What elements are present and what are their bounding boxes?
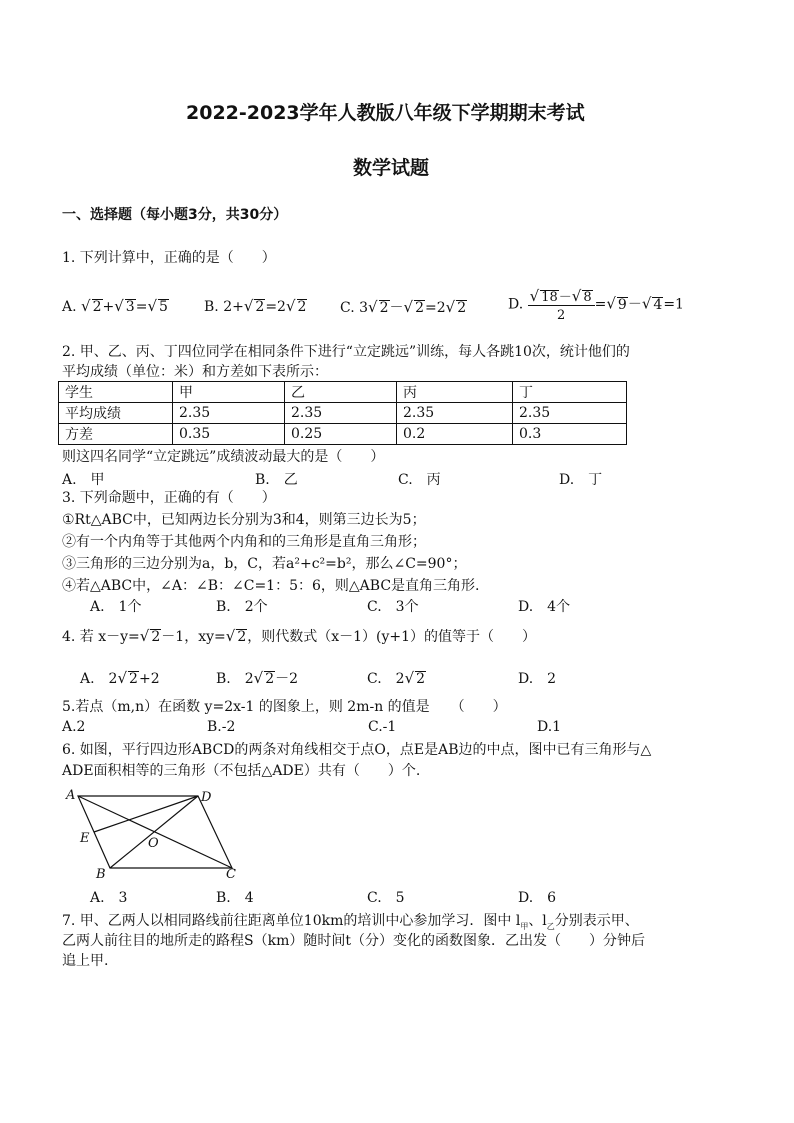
q7-line1-b: 、l — [528, 913, 547, 929]
q6-option-d: D. 6 — [518, 890, 557, 906]
table-cell: 平均成绩 — [59, 403, 173, 424]
q2-option-a: A. 甲 — [62, 472, 105, 488]
question-5-stem: 5.若点（m,n）在函数 y=2x-1 的图象上，则 2m-n 的值是 （ ） — [62, 699, 507, 715]
section-heading: 一、选择题（每小题3分，共30分） — [62, 207, 288, 223]
q1-option-d: D. $\frac{√ 18-√ 8}{2}$ =√ 9－√ 4=1 — [508, 287, 684, 323]
question-2-stem-line1: 2. 甲、乙、丙、丁四位同学在相同条件下进行“立定跳远”训练，每人各跳10次，统计他们的 — [62, 344, 630, 360]
q3-item: ③三角形的三边分别为a，b，C，若a²+c²=b²，那么∠C=90°； — [62, 556, 467, 572]
q4-option-b: B. 2√ 2－2 — [216, 669, 299, 687]
table-cell: 0.35 — [173, 424, 285, 445]
table-cell: 0.25 — [285, 424, 397, 445]
q4-option-c: C. 2√ 2 — [367, 669, 426, 687]
q5-option-c: C.-1 — [368, 719, 397, 735]
table-cell: 0.2 — [397, 424, 513, 445]
q1-option-b-label: B. — [204, 299, 219, 315]
q2-option-c: C. 丙 — [398, 472, 441, 488]
q1-option-b: B. 2+√ 2=2√ 2 — [204, 297, 307, 315]
table-cell: 学生 — [59, 382, 173, 403]
table-row — [59, 424, 627, 445]
q1-option-a-label: A. — [62, 299, 77, 315]
table-cell: 丁 — [513, 382, 627, 403]
table-cell: 2.35 — [285, 403, 397, 424]
q7-line1-a: 7. 甲、乙两人以相同路线前往距离单位10km的培训中心参加学习．图中 l — [62, 913, 521, 929]
q1-option-d-label: D. — [508, 296, 524, 313]
q4-option-a-label: A. — [80, 671, 95, 687]
q3-item: ②有一个内角等于其他两个内角和的三角形是直角三角形； — [62, 534, 426, 550]
q3-option-c: C. 3个 — [367, 599, 419, 615]
label-d: D — [201, 790, 212, 805]
table-cell: 2.35 — [173, 403, 285, 424]
q2-option-d: D. 丁 — [559, 472, 603, 488]
question-6-stem-line1: 6. 如图，平行四边形ABCD的两条对角线相交于点O，点E是AB边的中点，图中已有三角形与△ — [62, 742, 652, 758]
question-6-stem-line2: ADE面积相等的三角形（不包括△ADE）共有（ ）个. — [62, 763, 421, 779]
q3-option-b: B. 2个 — [216, 599, 268, 615]
question-2-stem-line2: 平均成绩（单位：米）和方差如下表所示： — [62, 364, 328, 380]
exam-subtitle: 数学试题 — [353, 157, 430, 179]
figure-lines — [78, 796, 232, 868]
label-c: C — [226, 867, 236, 882]
q1-option-a: A. √ 2+√ 3=√ 5 — [62, 297, 168, 315]
segment-ed — [94, 796, 198, 832]
question-7-stem-line2: 乙两人前往目的地所走的路程S（km）随时间t（分）变化的函数图象．乙出发（ ）分钟后 — [62, 933, 645, 949]
table-header-row — [59, 382, 627, 403]
parallelogram-figure — [60, 784, 250, 884]
q4-option-a: A. 2√ 2+2 — [80, 669, 160, 687]
q6-option-c: C. 5 — [367, 890, 405, 906]
table-cell: 甲 — [173, 382, 285, 403]
q5-option-b: B.-2 — [207, 719, 236, 735]
exam-title: 2022-2023学年人教版八年级下学期期末考试 — [186, 102, 585, 124]
q4-option-d: D. 2 — [518, 671, 557, 687]
label-a: A — [66, 788, 76, 803]
q1-option-c: C. 3√ 2－√ 2=2√ 2 — [340, 298, 467, 316]
question-3-stem: 3. 下列命题中，正确的有（ ） — [62, 490, 276, 506]
question-1-stem: 1. 下列计算中，正确的是（ ） — [62, 250, 276, 266]
q5-option-a: A.2 — [62, 719, 86, 735]
q6-option-a: A. 3 — [90, 890, 128, 906]
label-b: B — [96, 867, 106, 882]
question-7-stem-line3: 追上甲. — [62, 953, 109, 969]
table-cell: 2.35 — [513, 403, 627, 424]
q7-line1-c: 分别表示甲、 — [554, 913, 639, 929]
diagonal-bd — [110, 796, 198, 868]
table-cell: 乙 — [285, 382, 397, 403]
q4-option-c-label: C. — [367, 671, 382, 687]
q2-option-b: B. 乙 — [255, 472, 298, 488]
q3-option-d: D. 4个 — [518, 599, 571, 615]
q3-item: ④若△ABC中，∠A：∠B：∠C=1：5：6，则△ABC是直角三角形. — [62, 578, 480, 594]
question-2-question: 则这四名同学“立定跳远”成绩波动最大的是（ ） — [62, 449, 385, 465]
table-cell: 方差 — [59, 424, 173, 445]
label-o: O — [148, 836, 159, 851]
q4-stem-part-a: 4. 若 x－y= — [62, 629, 140, 645]
diagonal-ac — [78, 796, 232, 868]
q3-item: ①Rt△ABC中，已知两边长分别为3和4，则第三边长为5； — [62, 512, 426, 528]
table-cell: 丙 — [397, 382, 513, 403]
q7-sub-yi: 乙 — [546, 921, 555, 931]
q5-option-d: D.1 — [537, 719, 562, 735]
q4-stem-part-b: ，xy= — [184, 629, 226, 645]
q3-option-a: A. 1个 — [90, 599, 142, 615]
table-cell: 2.35 — [397, 403, 513, 424]
q1-option-c-label: C. — [340, 300, 355, 316]
q4-stem-part-c: ，则代数式（x－1）(y+1）的值等于（ ） — [247, 629, 537, 645]
table-row — [59, 403, 627, 424]
scores-table — [58, 381, 627, 445]
q7-sub-jia: 甲 — [520, 921, 529, 931]
q6-option-b: B. 4 — [216, 890, 254, 906]
table-cell: 0.3 — [513, 424, 627, 445]
q4-option-b-label: B. — [216, 671, 231, 687]
question-4-stem: 4. 若 x－y=√ 2－1，xy=√ 2，则代数式（x－1）(y+1）的值等于（ ） — [62, 627, 537, 645]
label-e: E — [80, 831, 90, 846]
